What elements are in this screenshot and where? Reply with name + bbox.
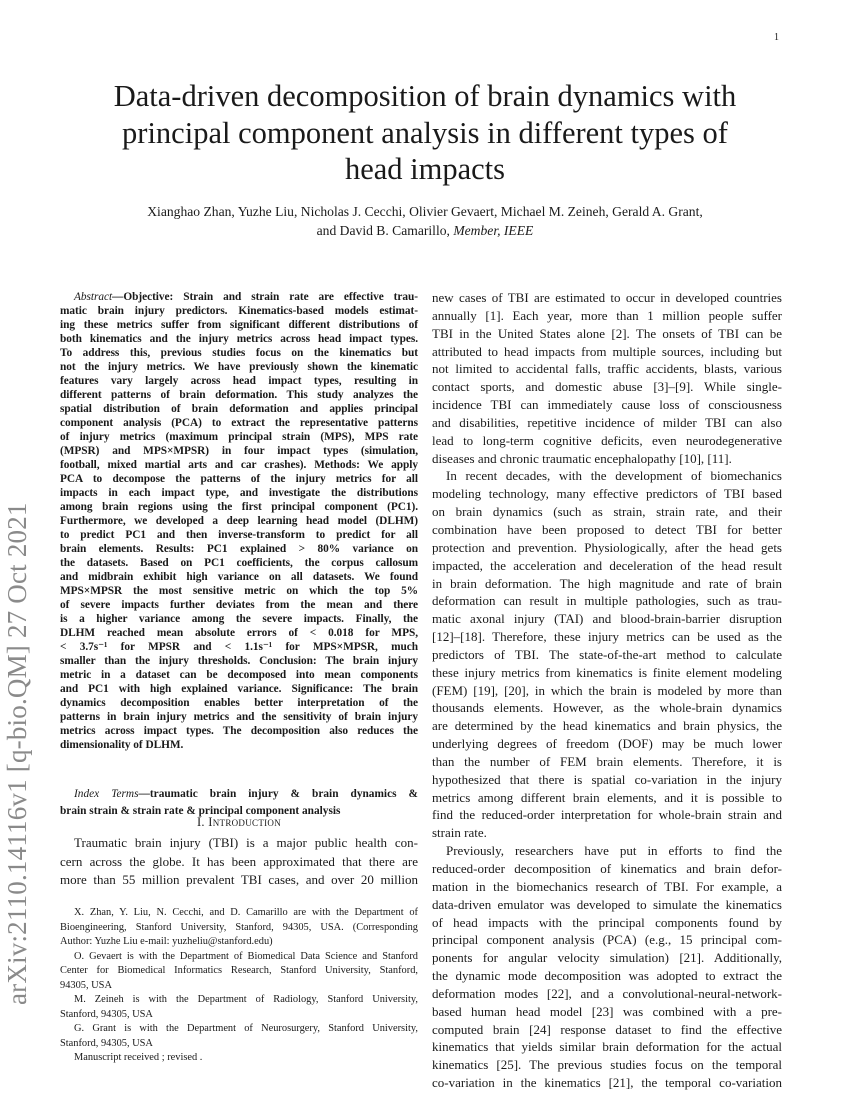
- body-text-line: In recent decades, with the development of biomechanics: [446, 468, 782, 484]
- body-text-line: annually [1]. Each year, more than 1 million people suffer: [432, 307, 782, 323]
- body-text-line: attributed to head impacts from multiple sources, including but: [432, 343, 782, 359]
- abstract-line: brain elements. Results: PC1 explained > 80% variance on: [60, 543, 418, 555]
- abstract-line: metric in a dataset can be decomposed into mean components: [60, 669, 418, 681]
- abstract-line: not the injury metrics. We have previously shown the kinematic: [60, 361, 418, 373]
- body-text-line: based human head model [23] was combined with a pre-: [432, 1003, 782, 1019]
- arxiv-identifier: arXiv:2110.14116v1 [q-bio.QM] 27 Oct 2021: [2, 502, 32, 1005]
- introduction-left: [60, 834, 418, 890]
- abstract-line: PCA to decompose the patterns of the injury metrics for all: [60, 473, 418, 485]
- footnote-line: X. Zhan, Y. Liu, N. Cecchi, and D. Camarillo are with the Department of: [74, 907, 418, 918]
- body-text-line: lead to long-term cognitive deficits, even neurodegenerative: [432, 432, 782, 448]
- body-text-line: computed brain [24] response dataset to find the effective: [432, 1021, 782, 1037]
- body-text-line: find the reduced-order interpretation for whole-brain strain and: [432, 807, 782, 823]
- index-terms-text: —traumatic brain injury & brain dynamics &: [138, 788, 418, 800]
- abstract-line: and PC1 with high explained variance. Significance: The brain: [60, 683, 418, 695]
- body-text-line: new cases of TBI are estimated to occur in developed countries: [432, 290, 782, 305]
- body-text-line: metrics among different brain elements, and it is possible to: [432, 789, 782, 805]
- body-text-line: deformation modes [22], and a convolutional-neural-network-: [432, 985, 782, 1001]
- paper-title: [60, 78, 790, 188]
- index-terms-line: brain strain & strain rate & principal component analysis: [60, 804, 341, 817]
- abstract-label: Abstract: [74, 291, 113, 303]
- body-text-line: hypothesized that there is spatial co-variation in the injury: [432, 771, 782, 787]
- title-line: Data-driven decomposition of brain dynamics with: [113, 79, 737, 113]
- author-list: [60, 203, 790, 240]
- body-text-line: kinematics [25]. The previous studies focus on the temporal: [432, 1057, 782, 1073]
- abstract-line: both kinematics and the injury metrics across head impact types.: [60, 333, 418, 345]
- section-heading-introduction: I. Introduction: [196, 815, 282, 829]
- body-text-line: diseases and chronic traumatic encephalopathy [10], [11].: [432, 450, 732, 466]
- footnote-line: Bioengineering, Stanford University, Stanford, 94305, USA. (Corresponding: [60, 921, 418, 933]
- body-text-line: modeling technology, many effective predictors of TBI based: [432, 486, 782, 502]
- footnote-line: Stanford, 94305, USA: [60, 1037, 153, 1049]
- abstract-line: < 3.7s⁻¹ for MPSR and < 1.1s⁻¹ for MPS×MPSR, much: [60, 641, 418, 653]
- body-text-line: on brain dynamics (such as strain, strain rate, and their: [432, 504, 782, 520]
- body-text-line: deformation can result in multiple pathologies, such as trau-: [432, 593, 782, 609]
- body-text-line: impacted, the acceleration and deceleration of the head result: [432, 557, 782, 573]
- abstract-line: spatial distribution of brain deformation and applies principal: [60, 403, 418, 415]
- body-text-line: strain rate.: [432, 825, 487, 841]
- body-text-line: contact sports, and domestic abuse [3]–[9]. While single-: [432, 379, 782, 395]
- body-text-line: ponents for angular velocity simulation) [21]. Additionally,: [432, 950, 782, 966]
- body-text-line: principal component analysis (PCA) (e.g., 15 principal com-: [432, 932, 782, 948]
- body-text-line: incidence TBI can immediately cause loss of consciousness: [432, 397, 782, 413]
- footnote-line: Author: Yuzhe Liu e-mail: yuzheliu@stanford.edu): [60, 936, 273, 947]
- footnotes: [60, 906, 418, 1066]
- body-text-line: thousands elements. However, as the whole-brain dynamics: [432, 700, 782, 716]
- intro-line: cern across the globe. It has been approximated that there are: [60, 853, 418, 869]
- body-text-line: co-variation in the kinematics [21], the temporal co-variation: [432, 1075, 782, 1091]
- abstract-line: football, mixed martial arts and car crashes). Methods: We apply: [60, 459, 418, 471]
- abstract-line: To address this, previous studies focus on the kinematics but: [60, 347, 418, 359]
- body-text-line: matic axonal injury (TAI) and blood-brain-barrier disruption: [432, 611, 782, 627]
- abstract-line: (MPSR) and MPS×MPSR) in four impact types (simulation,: [60, 445, 418, 457]
- abstract-line: dimensionality of DLHM.: [60, 739, 184, 751]
- body-text-line: predictors of TBI. The state-of-the-art method to calculate: [432, 646, 782, 662]
- abstract-line: matic brain injury predictors. Kinematics-based models estimat-: [60, 305, 418, 317]
- body-text-line: of head impacts with the principal components found by: [432, 914, 782, 930]
- footnote-line: 94305, USA: [60, 979, 112, 991]
- body-text-line: not limited to accidental falls, traffic accidents, blasts, various: [432, 361, 782, 377]
- index-terms-label: Index Terms: [74, 788, 139, 800]
- body-text-line: the dynamic mode decomposition was adopted to extract the: [432, 968, 782, 984]
- abstract-line: DLHM reached mean absolute errors of < 0.018 for MPS,: [60, 627, 418, 639]
- body-text-line: data-driven emulator was developed to simulate the kinematics: [432, 896, 782, 912]
- abstract-line: of severe impacts further deviates from the mean and there: [60, 599, 418, 611]
- abstract-line: impacts in each impact type, and investigate the distributions: [60, 487, 418, 499]
- introduction-right-column: [432, 289, 782, 1092]
- body-text-line: protection and prevention. Physiologically, after the head gets: [432, 539, 782, 555]
- intro-line: more than 55 million prevalent TBI cases, and over 20 million: [60, 872, 418, 887]
- footnote-line: Center for Biomedical Informatics Research, Stanford University, Stanford,: [60, 965, 418, 976]
- abstract-text: —Objective: Strain and strain rate are effective trau-: [112, 291, 418, 303]
- intro-line: Traumatic brain injury (TBI) is a major public health con-: [74, 835, 418, 850]
- abstract-line: Furthermore, we developed a deep learning head model (DLHM): [60, 515, 418, 527]
- body-text-line: combination have been proposed to detect TBI for better: [432, 521, 782, 537]
- abstract-line: component analysis (PCA) to extract the representative patterns: [60, 417, 418, 429]
- abstract-line: features vary largely across head impact types, resulting in: [60, 375, 418, 387]
- abstract-line: MPS×MPSR the most sensitive metric on which the top 5%: [60, 585, 418, 597]
- body-text-line: than the number of FEM brain elements. Therefore, it is: [432, 753, 782, 769]
- abstract-line: dynamics decomposition enables better interpretation of the: [60, 697, 418, 709]
- body-text-line: [12]–[18]. Therefore, these injury metrics can be used as the: [432, 629, 782, 645]
- authors-line: Xianghao Zhan, Yuzhe Liu, Nicholas J. Cecchi, Olivier Gevaert, Michael M. Zeineh, Gerald A. Grant,: [147, 204, 703, 219]
- footnote-line: G. Grant is with the Department of Neurosurgery, Stanford University,: [74, 1023, 418, 1034]
- authors-line: and David B. Camarillo,: [316, 222, 454, 238]
- body-text-line: are determined by the head kinematics and brain physics, the: [432, 718, 782, 734]
- index-terms-line: [60, 786, 418, 803]
- author-membership: Member, IEEE: [453, 222, 534, 238]
- body-text-line: TBI in the United States alone [2]. The onsets of TBI can be: [432, 325, 782, 341]
- title-line: head impacts: [344, 152, 506, 186]
- body-text-line: Previously, researchers have put in efforts to find the: [446, 843, 782, 859]
- abstract-line: and midbrain exhibit high variance on all datasets. We found: [60, 571, 418, 583]
- footnote-line: Manuscript received ; revised .: [74, 1052, 203, 1063]
- page-number: 1: [774, 32, 779, 43]
- body-text-line: mation in the biomechanics research of TBI. For example, a: [432, 878, 782, 894]
- abstract-line: [60, 290, 418, 304]
- body-text-line: (FEM) [19], [20], in which the brain is modeled by more than: [432, 682, 782, 698]
- body-text-line: underlying degrees of freedom (DOF) may be much lower: [432, 736, 782, 752]
- abstract-line: patterns in brain injury metrics and the sensitivity of brain injury: [60, 711, 418, 723]
- abstract-line: is a higher variance among the severe impacts. Finally, the: [60, 613, 418, 625]
- abstract-line: the datasets. Based on PC1 coefficients, the corpus callosum: [60, 557, 418, 569]
- body-text-line: these injury metrics from kinematics is finite element modeling: [432, 664, 782, 680]
- abstract-line: among brain regions using the first principal component (PC1).: [60, 501, 418, 513]
- body-text-line: reduced-order decomposition of kinematics and brain defor-: [432, 861, 782, 876]
- body-text-line: kinematics that yields similar brain deformation for the actual: [432, 1039, 782, 1055]
- footnote-line: M. Zeineh is with the Department of Radiology, Stanford University,: [74, 994, 418, 1005]
- abstract-line: metrics across impact types. The decomposition also reduces the: [60, 725, 418, 737]
- abstract-line: different patterns of brain deformation. This study analyzes the: [60, 389, 418, 401]
- body-text-line: in brain deformation. The high magnitude and rate of brain: [432, 575, 782, 591]
- abstract-line: to predict PC1 and then inverse-transform to predict for all: [60, 529, 418, 541]
- abstract-line: of injury metrics (maximum principal strain (MPS), MPS rate: [60, 431, 418, 443]
- footnote-line: O. Gevaert is with the Department of Biomedical Data Science and Stanford: [74, 950, 418, 962]
- title-line: principal component analysis in different types of: [122, 115, 728, 150]
- abstract-line: ing these metrics suffer from significant different distributions of: [60, 319, 418, 331]
- abstract-line: smaller than the injury thresholds. Conclusion: The brain injury: [60, 655, 418, 667]
- footnote-line: Stanford, 94305, USA: [60, 1008, 153, 1020]
- body-text-line: and disabilities, repetitive incidence of milder TBI can also: [432, 414, 782, 430]
- abstract: [60, 290, 418, 752]
